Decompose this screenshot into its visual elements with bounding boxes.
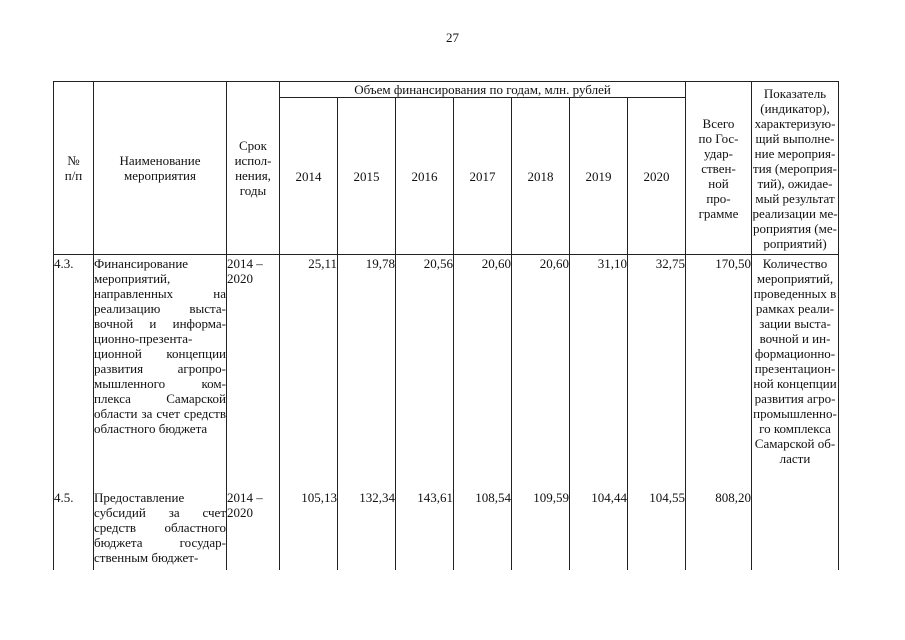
table-row: [54, 255, 839, 490]
row-value: 143,61: [396, 489, 454, 570]
row-indicator: Количество мероприятий, проведенных в рамках реали- зации выста- вочной и ин- формационно- презентацион- ной концепции развития агро- промышленно- го комплекса Самарской об- ласти: [752, 255, 839, 490]
row-name: Финансирование мероприятий, направленных на реализацию выста-вочной и информа-ционно-презента-ционной концепции развития агропро-мышленного ком-плекса Самарской области за счет средств областного бюджета: [94, 255, 227, 490]
row-value: 25,11: [280, 255, 338, 490]
header-year: 2014: [280, 98, 338, 255]
row-total: 808,20: [686, 489, 752, 570]
row-number: 4.5.: [54, 489, 94, 570]
row-value: 109,59: [512, 489, 570, 570]
row-total: 170,50: [686, 255, 752, 490]
header-financing-volume: Объем финансирования по годам, млн. рублей: [280, 82, 686, 98]
row-value: 20,60: [512, 255, 570, 490]
row-term: 2014 – 2020: [227, 489, 280, 570]
header-year: 2017: [454, 98, 512, 255]
header-year: 2016: [396, 98, 454, 255]
row-number: 4.3.: [54, 255, 94, 490]
row-term: 2014 – 2020: [227, 255, 280, 490]
row-value: 20,56: [396, 255, 454, 490]
header-term: Срок испол- нения, годы: [227, 82, 280, 255]
header-year: 2020: [628, 98, 686, 255]
page-number: 27: [446, 30, 459, 45]
row-value: 31,10: [570, 255, 628, 490]
header-name: Наименование мероприятия: [94, 82, 227, 255]
header-year: 2018: [512, 98, 570, 255]
row-name: Предоставление субсидий за счет средств областного бюджета государ-ственным бюджет-: [94, 489, 227, 570]
row-value: 104,55: [628, 489, 686, 570]
header-year: 2015: [338, 98, 396, 255]
row-value: 19,78: [338, 255, 396, 490]
financing-table: [53, 81, 839, 570]
header-number: № п/п: [54, 82, 94, 255]
row-value: 32,75: [628, 255, 686, 490]
row-value: 108,54: [454, 489, 512, 570]
row-value: 20,60: [454, 255, 512, 490]
table-row: [54, 489, 839, 570]
header-year: 2019: [570, 98, 628, 255]
row-value: 132,34: [338, 489, 396, 570]
header-indicator: Показатель (индикатор), характеризую- щий выполне- ние мероприя- тия (мероприя- тий), ожидае- мый результат реализации ме- роприятия (ме- роприятий): [752, 82, 839, 255]
row-value: 105,13: [280, 489, 338, 570]
row-indicator: [752, 489, 839, 570]
row-value: 104,44: [570, 489, 628, 570]
header-total: Всего по Гос- удар- ствен- ной про- грамме: [686, 82, 752, 255]
